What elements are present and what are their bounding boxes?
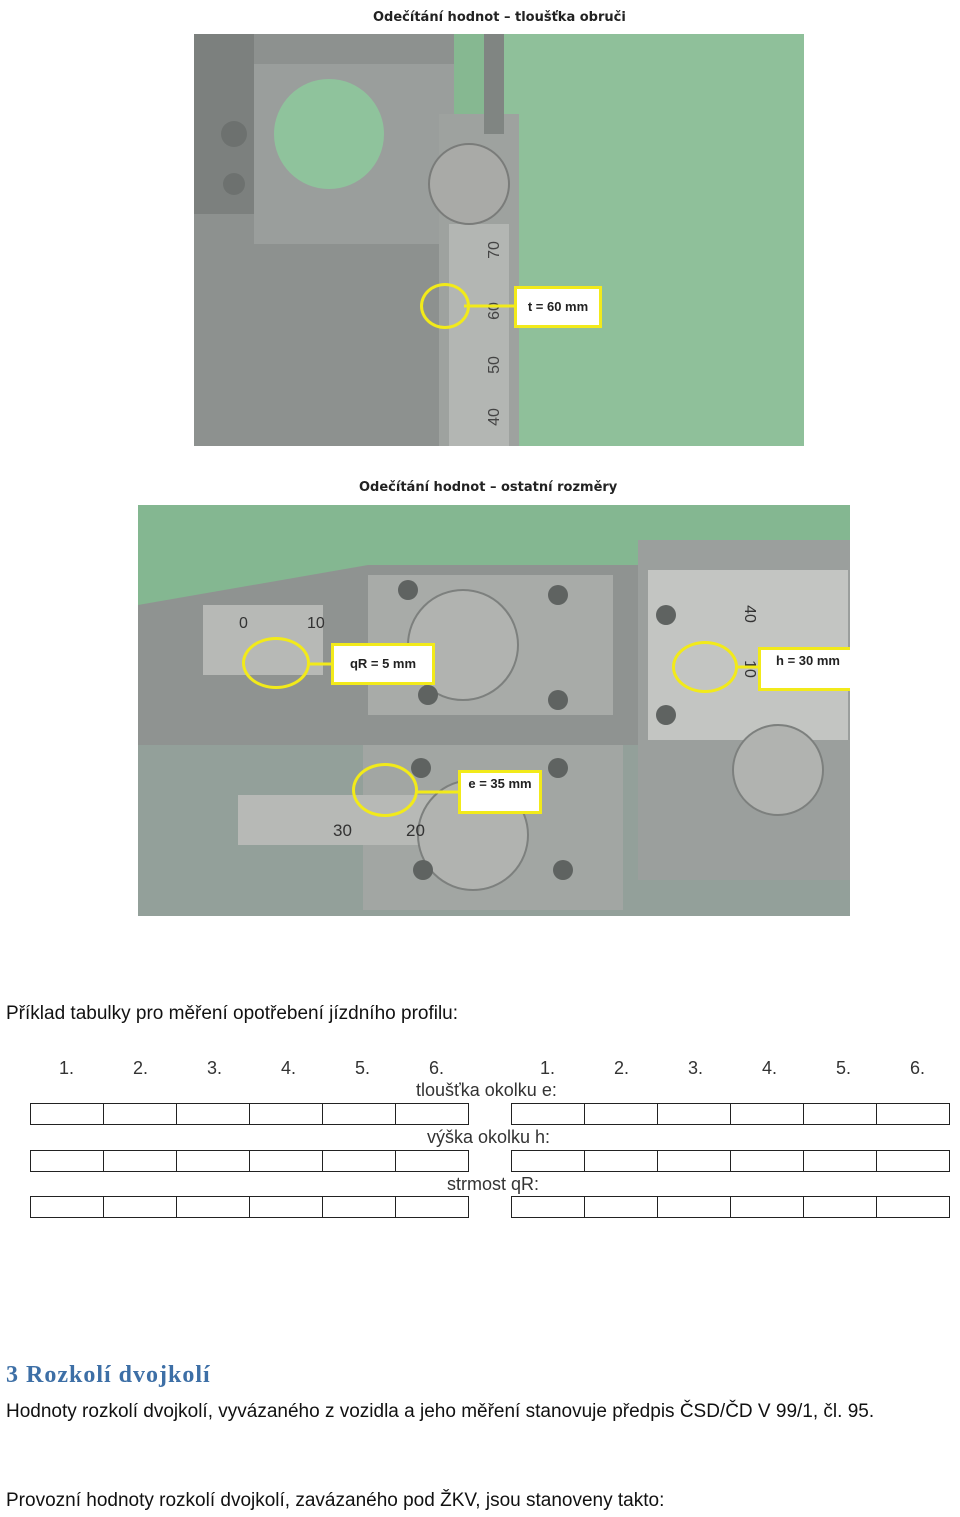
column-number: 1. bbox=[540, 1058, 556, 1078]
highlight-circle-e bbox=[352, 763, 418, 817]
input-cell[interactable] bbox=[395, 1196, 469, 1218]
row-label-qr: strmost qR: bbox=[447, 1174, 540, 1194]
figure-1-photo bbox=[194, 34, 804, 446]
cell-row-qr-right bbox=[511, 1196, 950, 1218]
input-cell[interactable] bbox=[584, 1150, 658, 1172]
scale-number: 60 bbox=[485, 302, 503, 320]
column-number: 1. bbox=[59, 1058, 75, 1078]
cell-row-e-left bbox=[30, 1103, 469, 1125]
input-cell[interactable] bbox=[249, 1103, 323, 1125]
column-number: 3. bbox=[688, 1058, 704, 1078]
highlight-connector bbox=[416, 788, 460, 796]
label-qr: qR = 5 mm bbox=[331, 643, 435, 685]
input-cell[interactable] bbox=[30, 1196, 104, 1218]
label-t: t = 60 mm bbox=[514, 286, 602, 328]
scale-number: 0 bbox=[239, 615, 248, 632]
highlight-connector bbox=[736, 663, 760, 671]
input-cell[interactable] bbox=[30, 1103, 104, 1125]
input-cell[interactable] bbox=[511, 1196, 585, 1218]
input-cell[interactable] bbox=[103, 1196, 177, 1218]
row-label-e: tloušťka okolku e: bbox=[416, 1080, 557, 1100]
input-cell[interactable] bbox=[876, 1103, 950, 1125]
scale-number: 50 bbox=[485, 356, 503, 374]
input-cell[interactable] bbox=[657, 1196, 731, 1218]
column-number: 6. bbox=[429, 1058, 445, 1078]
highlight-circle bbox=[420, 283, 470, 329]
input-cell[interactable] bbox=[322, 1150, 396, 1172]
column-number: 2. bbox=[614, 1058, 630, 1078]
scale-number: 70 bbox=[485, 241, 503, 259]
scale-number: 40 bbox=[485, 408, 503, 426]
input-cell[interactable] bbox=[657, 1103, 731, 1125]
input-cell[interactable] bbox=[876, 1196, 950, 1218]
highlight-circle-h bbox=[672, 641, 738, 693]
input-cell[interactable] bbox=[176, 1103, 250, 1125]
label-h: h = 30 mm bbox=[758, 647, 850, 691]
cell-row-qr-left bbox=[30, 1196, 469, 1218]
input-cell[interactable] bbox=[730, 1196, 804, 1218]
input-cell[interactable] bbox=[249, 1150, 323, 1172]
row-label-h: výška okolku h: bbox=[427, 1127, 551, 1147]
input-cell[interactable] bbox=[730, 1150, 804, 1172]
figure-2-caption: Odečítání hodnot – ostatní rozměry bbox=[359, 480, 618, 495]
input-cell[interactable] bbox=[395, 1103, 469, 1125]
scale-number: 40 bbox=[740, 605, 758, 623]
label-e: e = 35 mm bbox=[458, 770, 542, 814]
input-cell[interactable] bbox=[176, 1150, 250, 1172]
input-cell[interactable] bbox=[511, 1150, 585, 1172]
cell-row-e-right bbox=[511, 1103, 950, 1125]
section-heading: 3 Rozkolí dvojkolí bbox=[6, 1362, 211, 1388]
input-cell[interactable] bbox=[176, 1196, 250, 1218]
scale-number: 10 bbox=[740, 660, 758, 678]
scale-number: 20 bbox=[406, 821, 425, 840]
input-cell[interactable] bbox=[322, 1103, 396, 1125]
cell-row-h-right bbox=[511, 1150, 950, 1172]
column-number: 4. bbox=[762, 1058, 778, 1078]
input-cell[interactable] bbox=[730, 1103, 804, 1125]
input-cell[interactable] bbox=[30, 1150, 104, 1172]
figure-2-photo bbox=[138, 505, 850, 916]
table-intro: Příklad tabulky pro měření opotřebení jízdního profilu: bbox=[6, 1003, 459, 1024]
input-cell[interactable] bbox=[395, 1150, 469, 1172]
scale-number: 10 bbox=[307, 615, 325, 632]
highlight-connector bbox=[464, 302, 516, 310]
input-cell[interactable] bbox=[803, 1103, 877, 1125]
column-number: 3. bbox=[207, 1058, 223, 1078]
column-number: 6. bbox=[910, 1058, 926, 1078]
input-cell[interactable] bbox=[103, 1150, 177, 1172]
figure-1-caption: Odečítání hodnot – tloušťka obruči bbox=[373, 10, 626, 25]
caliper-photo-2 bbox=[138, 505, 850, 916]
input-cell[interactable] bbox=[103, 1103, 177, 1125]
input-cell[interactable] bbox=[322, 1196, 396, 1218]
column-number: 5. bbox=[355, 1058, 371, 1078]
input-cell[interactable] bbox=[249, 1196, 323, 1218]
cell-row-h-left bbox=[30, 1150, 469, 1172]
section-paragraph-2: Provozní hodnoty rozkolí dvojkolí, zavázaného pod ŽKV, jsou stanoveny takto: bbox=[6, 1490, 665, 1511]
column-number: 4. bbox=[281, 1058, 297, 1078]
section-paragraph-1: Hodnoty rozkolí dvojkolí, vyvázaného z vozidla a jeho měření stanovuje předpis ČSD/ČD V 99/1, čl. 95. bbox=[6, 1401, 875, 1422]
column-number: 5. bbox=[836, 1058, 852, 1078]
scale-number: 30 bbox=[333, 821, 352, 840]
column-number: 2. bbox=[133, 1058, 149, 1078]
input-cell[interactable] bbox=[511, 1103, 585, 1125]
input-cell[interactable] bbox=[876, 1150, 950, 1172]
input-cell[interactable] bbox=[803, 1196, 877, 1218]
input-cell[interactable] bbox=[584, 1103, 658, 1125]
input-cell[interactable] bbox=[803, 1150, 877, 1172]
input-cell[interactable] bbox=[657, 1150, 731, 1172]
input-cell[interactable] bbox=[584, 1196, 658, 1218]
highlight-circle-qr bbox=[242, 637, 310, 689]
